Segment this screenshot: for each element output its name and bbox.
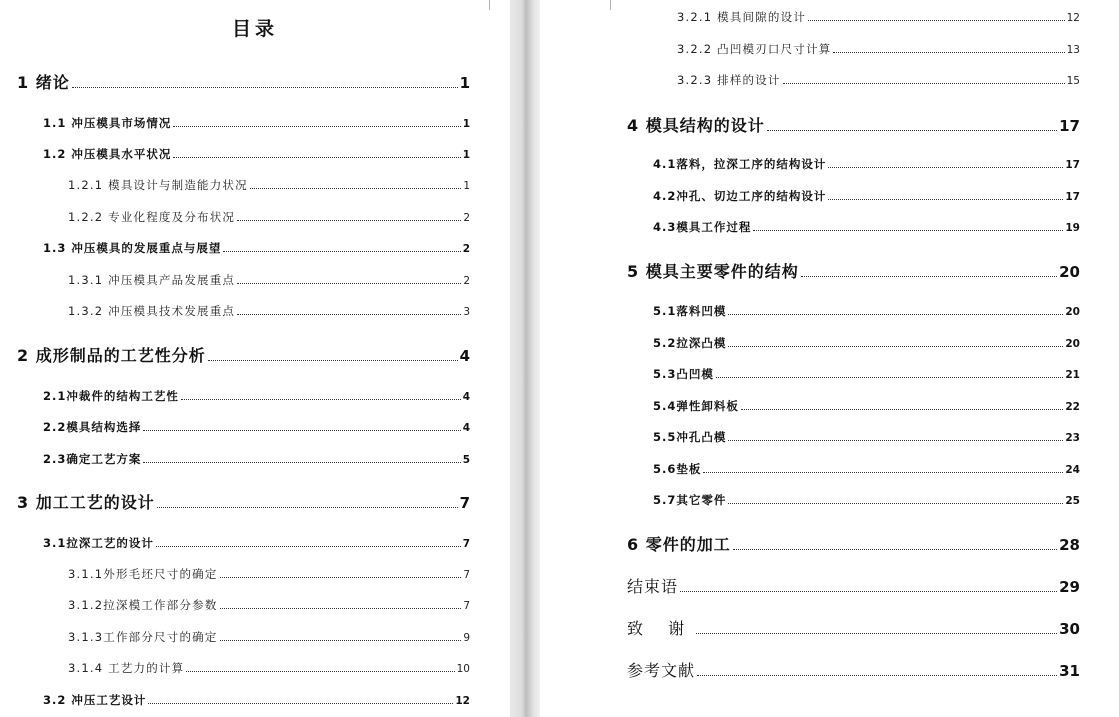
toc-entry-text: 1.2 冲压模具水平状况 [43, 147, 172, 161]
toc-entry-page: 7 [459, 494, 470, 512]
toc-entry-page: 5 [462, 454, 470, 466]
toc-entry[interactable] [653, 429, 1080, 445]
toc-entry-page: 25 [1065, 495, 1080, 507]
page-gutter [510, 0, 540, 717]
toc-leader [696, 619, 1057, 634]
toc-entry[interactable] [627, 574, 1080, 597]
toc-entry-page: 17 [1059, 117, 1080, 135]
toc-entry-page: 1 [463, 180, 470, 192]
toc-entry[interactable] [43, 419, 470, 435]
toc-entry[interactable] [68, 629, 470, 645]
toc-entry-page: 2 [463, 212, 470, 224]
toc-entry[interactable] [17, 70, 470, 93]
toc-entry-page: 12 [1066, 12, 1080, 24]
toc-entry-page: 20 [1059, 263, 1080, 281]
toc-leader [208, 346, 458, 361]
toc-entry-text: 致 谢 [627, 619, 695, 638]
toc-entry-page: 28 [1059, 536, 1080, 554]
toc-entry[interactable] [677, 41, 1080, 57]
toc-entry-text: 3.1.1外形毛坯尺寸的确定 [68, 567, 218, 581]
toc-leader [741, 399, 1064, 410]
toc-entry[interactable] [627, 658, 1080, 681]
toc-entry-page: 4 [462, 391, 470, 403]
toc-leader [250, 178, 461, 189]
toc-leader [220, 598, 462, 609]
toc-entry-text: 4.3模具工作过程 [653, 220, 752, 234]
toc-entry-text: 2.3确定工艺方案 [43, 452, 142, 466]
page-margin-corner [610, 0, 621, 10]
toc-entry-page: 7 [462, 538, 470, 550]
toc-leader [828, 189, 1063, 200]
toc-leader [237, 304, 461, 315]
toc-entry-text: 5.7其它零件 [653, 493, 727, 507]
toc-entry[interactable] [68, 597, 470, 613]
toc-leader [237, 273, 461, 284]
toc-leader [801, 262, 1057, 277]
toc-entry[interactable] [653, 398, 1080, 414]
toc-entry-text: 5.5冲孔凸模 [653, 430, 727, 444]
toc-leader [728, 304, 1063, 315]
toc-entry[interactable] [43, 240, 470, 256]
toc-entry-text: 6 零件的加工 [627, 535, 731, 554]
document-page-left [0, 0, 510, 717]
page-margin-corner [479, 0, 490, 10]
toc-entry-page: 2 [463, 275, 470, 287]
toc-entry[interactable] [627, 616, 1080, 639]
toc-entry[interactable] [68, 660, 470, 676]
toc-leader [181, 389, 461, 400]
toc-entry[interactable] [17, 343, 470, 366]
toc-leader [716, 367, 1064, 378]
toc-leader [680, 577, 1057, 592]
toc-entry[interactable] [677, 72, 1080, 88]
toc-entry-text: 1.2.1 模具设计与制造能力状况 [68, 178, 248, 192]
toc-entry-page: 20 [1065, 306, 1080, 318]
toc-entry[interactable] [653, 219, 1080, 235]
toc-entry-page: 4 [459, 347, 470, 365]
toc-entry-text: 结束语 [627, 577, 679, 596]
toc-entry-text: 4 模具结构的设计 [627, 116, 765, 135]
toc-entry[interactable] [43, 388, 470, 404]
toc-leader [767, 116, 1057, 131]
toc-leader [697, 661, 1057, 676]
toc-entry[interactable] [68, 209, 470, 225]
toc-entry[interactable] [677, 9, 1080, 25]
toc-entry-page: 22 [1065, 401, 1080, 413]
toc-entry[interactable] [653, 156, 1080, 172]
toc-entry-page: 7 [463, 600, 470, 612]
toc-entry-text: 3.2 冲压工艺设计 [43, 693, 147, 707]
toc-entry[interactable] [653, 461, 1080, 477]
toc-entry-page: 21 [1065, 369, 1080, 381]
toc-leader [186, 661, 454, 672]
toc-entry[interactable] [68, 177, 470, 193]
toc-entry[interactable] [68, 566, 470, 582]
toc-entry[interactable] [43, 451, 470, 467]
toc-entry[interactable] [43, 115, 470, 131]
toc-entry[interactable] [68, 272, 470, 288]
toc-leader [143, 420, 460, 431]
toc-entry-page: 12 [455, 695, 470, 707]
toc-entry[interactable] [627, 532, 1080, 555]
toc-entry-text: 2.2模具结构选择 [43, 420, 142, 434]
toc-entry-page: 2 [462, 243, 470, 255]
toc-leader [833, 42, 1064, 53]
toc-leader [220, 630, 462, 641]
toc-leader [72, 73, 458, 88]
toc-leader [156, 536, 461, 547]
toc-leader [728, 430, 1063, 441]
toc-entry-page: 23 [1065, 432, 1080, 444]
toc-entry[interactable] [43, 535, 470, 551]
toc-entry-page: 17 [1065, 191, 1080, 203]
toc-leader [728, 336, 1063, 347]
toc-entry-page: 10 [456, 663, 470, 675]
toc-leader [783, 73, 1065, 84]
toc-entry[interactable] [653, 366, 1080, 382]
toc-entry-page: 4 [462, 422, 470, 434]
toc-entry-text: 4.2冲孔、切边工序的结构设计 [653, 189, 827, 203]
toc-entry-text: 2.1冲裁件的结构工艺性 [43, 389, 179, 403]
toc-entry-text: 1.3.2 冲压模具技术发展重点 [68, 304, 236, 318]
toc-leader [220, 567, 462, 578]
toc-entry-text: 3.1.3工作部分尺寸的确定 [68, 630, 218, 644]
toc-entry-text: 5.3凸凹模 [653, 367, 714, 381]
toc-entry-page: 13 [1066, 44, 1080, 56]
toc-entry-text: 1.2.2 专业化程度及分布状况 [68, 210, 236, 224]
toc-entry-text: 3.2.1 模具间隙的设计 [677, 10, 807, 24]
toc-entry[interactable] [43, 692, 470, 708]
toc-leader [237, 210, 461, 221]
toc-entry[interactable] [627, 259, 1080, 282]
toc-leader [173, 147, 460, 158]
toc-entry-text: 参考文献 [627, 661, 696, 680]
toc-leader [703, 462, 1063, 473]
toc-entry-text: 4.1落料，拉深工序的结构设计 [653, 157, 827, 171]
toc-entry-text: 3 加工工艺的设计 [17, 493, 155, 512]
toc-entry-text: 3.1.4 工艺力的计算 [68, 661, 185, 675]
toc-entry-page: 17 [1065, 159, 1080, 171]
toc-entry-text: 5.2拉深凸模 [653, 336, 727, 350]
toc-entry[interactable] [653, 335, 1080, 351]
toc-entry-text: 2 成形制品的工艺性分析 [17, 346, 206, 365]
toc-entry-text: 1 绪论 [17, 73, 70, 92]
toc-leader [173, 116, 460, 127]
toc-entry[interactable] [68, 303, 470, 319]
toc-entry[interactable] [653, 303, 1080, 319]
toc-entry-text: 5 模具主要零件的结构 [627, 262, 799, 281]
toc-leader [728, 493, 1063, 504]
toc-entry[interactable] [627, 113, 1080, 136]
toc-entry-text: 1.1 冲压模具市场情况 [43, 116, 172, 130]
toc-entry-page: 29 [1059, 578, 1080, 596]
toc-entry-text: 1.3 冲压模具的发展重点与展望 [43, 241, 222, 255]
toc-entry[interactable] [43, 146, 470, 162]
toc-title: 目录 [231, 18, 278, 40]
toc-leader [148, 693, 453, 704]
toc-entry[interactable] [653, 188, 1080, 204]
toc-leader [753, 220, 1063, 231]
toc-entry-text: 5.6垫板 [653, 462, 702, 476]
toc-entry-page: 24 [1065, 464, 1080, 476]
toc-entry-text: 5.4弹性卸料板 [653, 399, 739, 413]
toc-entry-page: 20 [1065, 338, 1080, 350]
toc-entry[interactable] [653, 492, 1080, 508]
toc-entry-page: 9 [463, 632, 470, 644]
toc-entry-page: 31 [1059, 662, 1080, 680]
toc-entry[interactable] [17, 490, 470, 513]
document-page-right [540, 0, 1119, 717]
toc-entry-text: 3.2.3 排样的设计 [677, 73, 781, 87]
toc-entry-text: 3.2.2 凸凹模刃口尺寸计算 [677, 42, 832, 56]
toc-entry-page: 30 [1059, 620, 1080, 638]
toc-entry-page: 1 [462, 149, 470, 161]
toc-entry-page: 3 [463, 306, 470, 318]
toc-leader [733, 535, 1057, 550]
toc-entry-text: 1.3.1 冲压模具产品发展重点 [68, 273, 236, 287]
toc-leader [223, 241, 460, 252]
toc-leader [828, 157, 1063, 168]
toc-leader [143, 452, 460, 463]
toc-entry-text: 3.1拉深工艺的设计 [43, 536, 154, 550]
toc-entry-page: 7 [463, 569, 470, 581]
toc-entry-page: 1 [459, 74, 470, 92]
toc-entry-page: 1 [462, 118, 470, 130]
toc-entry-page: 19 [1065, 222, 1080, 234]
toc-entry-text: 3.1.2拉深模工作部分参数 [68, 598, 218, 612]
toc-leader [157, 493, 458, 508]
toc-entry-text: 5.1落料凹模 [653, 304, 727, 318]
toc-entry-page: 15 [1066, 75, 1080, 87]
toc-leader [808, 10, 1065, 21]
